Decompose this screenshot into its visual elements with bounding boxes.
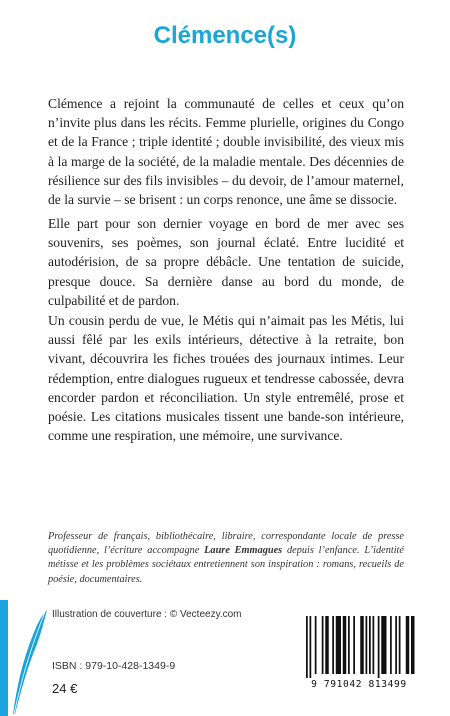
synopsis-paragraph-1: Clémence a rejoint la communauté de celles et ceux qu’on n’invite plus dans les récits. Femme plurielle, origines du Congo et de la France ; triple identité ; double invisibilité, des vieux mis à la marge de la société, de la maladie mentale. Des décennies de résilience sur des fils invisibles – du devoir, de l’amour maternel, de la survie – se brisent : un corps renonce, une âme se dissocie. — [48, 96, 404, 208]
author-bio-text-before: Professeur de français, bibliothécaire, libraire, correspondante locale de presse quotidienne, l’écriture accompagne — [48, 531, 404, 557]
book-title: Clémence(s) — [153, 22, 297, 49]
author-bio-text-after: depuis l’enfance. L’identité métisse et les problèmes sociétaux entretiennent son inspiration : romans, recueils de poésie, documentaires. — [48, 545, 404, 585]
synopsis-paragraph-3: Un cousin perdu de vue, le Métis qui n’aimait pas les Métis, lui aussi fêlé par les exils intérieurs, détective à la retraite, bon vivant, découvrira les fiches trouées des journaux intimes. Leur rédemption, entre dialogues rugueux et tendresse cabossée, devra encorder pardon et réconciliation. Un style entremêlé, prose et poésie. Les citations musicales tissent une bande-son intérieure, comme une respiration, une mémoire, une survivance. — [48, 313, 404, 444]
barcode-bars — [302, 616, 416, 678]
barcode-number: 9 791042 813499 — [311, 679, 407, 690]
isbn: ISBN : 979-10-428-1349-9 — [52, 660, 176, 672]
accent-bar — [0, 600, 8, 716]
cover-credit: Illustration de couverture : © Vecteezy.com — [52, 609, 242, 620]
synopsis-paragraph-2: Elle part pour son dernier voyage en bord de mer avec ses souvenirs, ses poèmes, son journal éclaté. Entre lucidité et autodérision, de sa propre débâcle. Une tentation de suicide, presque douce. Sa dernière danse au bord du monde, de culpabilité et de pardon. — [48, 216, 404, 308]
author-name: Laure Emmagues — [204, 545, 283, 557]
barcode — [298, 616, 420, 694]
quill-icon — [9, 606, 49, 716]
price: 24 € — [52, 681, 78, 696]
author-bio — [48, 530, 404, 587]
